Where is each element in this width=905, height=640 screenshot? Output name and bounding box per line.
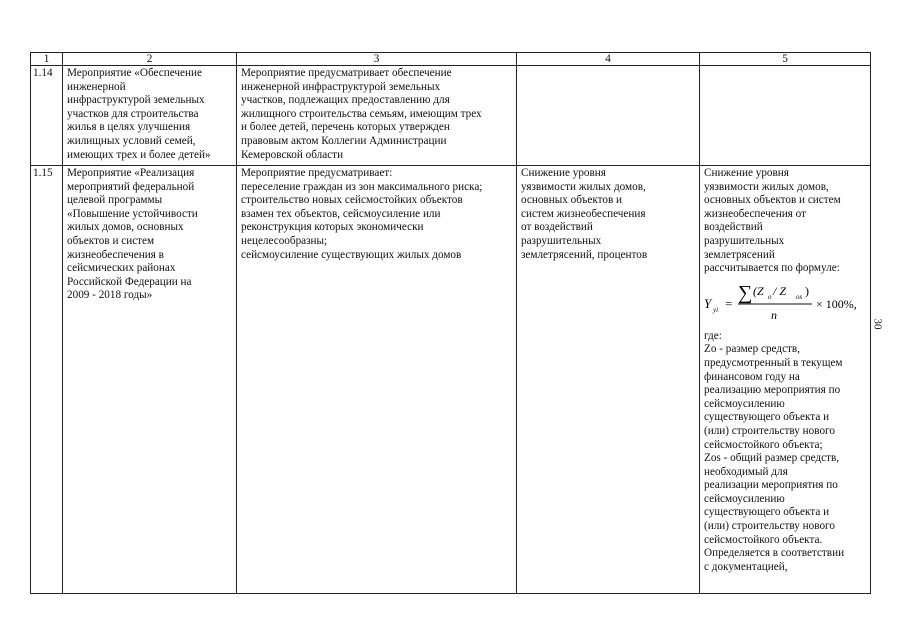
row-number: 1.15: [31, 166, 63, 594]
text-line: необходимый для: [704, 465, 788, 478]
text-line: предусмотренный в текущем: [704, 356, 843, 369]
text-line: разрушительных: [704, 234, 785, 247]
text-line: землетрясений, процентов: [521, 248, 648, 261]
text-line: Мероприятие «Обеспечение: [67, 67, 202, 79]
text-line: сейсмоусилению: [704, 397, 785, 410]
text-line: сейсмостойкого объекта;: [704, 438, 823, 451]
text-line: Российской Федерации на: [67, 275, 192, 288]
column-number-header: 4: [517, 53, 700, 66]
text-line: жилищных условий семей,: [67, 134, 196, 147]
text-line: объектов и систем: [67, 234, 155, 247]
text-line: Zos - общий размер средств,: [704, 452, 840, 465]
calculation-explanation: [704, 330, 866, 575]
text-line: воздействий: [704, 221, 763, 234]
measure-name-cell: [63, 166, 237, 594]
text-line: от воздействий: [521, 221, 593, 234]
text-line: имеющих трех и более детей»: [67, 148, 211, 161]
table-row: [31, 66, 871, 166]
formula-graphic: [704, 278, 869, 328]
indicator-cell: [517, 66, 700, 166]
text-line: Мероприятие предусматривает:: [241, 167, 393, 179]
text-line: правовым актом Коллегии Администрации: [241, 134, 447, 147]
text-line: Снижение уровня: [521, 167, 606, 179]
text-line: жилья в целях улучшения: [67, 121, 191, 134]
text-line: жизнеобеспечения от: [704, 207, 806, 220]
text-line: основных объектов и: [521, 194, 623, 207]
calculation-intro: [704, 167, 866, 276]
formula-denominator: n: [771, 307, 777, 322]
row-number: 1.14: [31, 66, 63, 166]
text-line: уязвимости жилых домов,: [704, 180, 829, 193]
formula-sum-sign: ∑: [738, 281, 753, 304]
text-line: реконструкция которых экономически: [241, 221, 424, 234]
text-line: целевой программы: [67, 194, 163, 207]
page-number: 30: [871, 318, 884, 330]
text-line: (или) строительству нового: [704, 424, 835, 437]
text-line: жизнеобеспечения в: [67, 248, 164, 261]
measure-name-cell: [63, 66, 237, 166]
text-line: основных объектов и систем: [704, 194, 841, 207]
calculation-cell: [700, 66, 871, 166]
formula-lhs: Y: [704, 295, 712, 311]
calculation-cell: [700, 166, 871, 594]
formula-subscript-os: os: [796, 292, 803, 301]
text-line: мероприятий федеральной: [67, 180, 195, 193]
text-line: реализацию мероприятия по: [704, 384, 841, 397]
formula: [704, 278, 866, 328]
formula-subscript-o: o: [768, 292, 772, 301]
text-line: участков, подлежащих предоставлению для: [241, 94, 450, 107]
table-header-row: [31, 53, 871, 66]
text-line: Zo - размер средств,: [704, 343, 801, 356]
text-line: существующего объекта и: [704, 506, 830, 519]
text-line: инженерной: [67, 80, 126, 93]
text-line: участков для строительства: [67, 107, 199, 120]
column-number-header: 2: [63, 53, 237, 66]
text-line: сейсмоусиление существующих жилых домов: [241, 248, 462, 261]
text-line: уязвимости жилых домов,: [521, 180, 646, 193]
text-line: нецелесообразны;: [241, 234, 328, 247]
measure-description-cell: [237, 166, 517, 594]
text-line: реализации мероприятия по: [704, 479, 838, 492]
formula-numerator: (Z: [753, 283, 764, 298]
text-line: землетрясений: [704, 248, 775, 261]
text-line: Снижение уровня: [704, 167, 789, 179]
column-number-header: 1: [31, 53, 63, 66]
text-line: с документацией,: [704, 560, 788, 573]
formula-close-paren: ): [805, 283, 809, 298]
text-line: Кемеровской области: [241, 148, 344, 161]
text-line: жилищного строительства семьям, имеющим трех: [241, 107, 482, 120]
measure-description-cell: [237, 66, 517, 166]
table-row: [31, 166, 871, 594]
text-line: систем жизнеобеспечения: [521, 207, 646, 220]
text-line: существующего объекта и: [704, 411, 830, 424]
text-line: переселение граждан из зон максимального риска;: [241, 180, 483, 193]
text-line: Мероприятие «Реализация: [67, 167, 195, 179]
text-line: и более детей, перечень которых утвержден: [241, 121, 450, 134]
column-number-header: 5: [700, 53, 871, 66]
indicator-cell: [517, 166, 700, 594]
text-line: сейсмостойкого объекта.: [704, 533, 823, 546]
formula-tail: × 100%,: [816, 296, 857, 311]
text-line: (или) строительству нового: [704, 520, 835, 533]
document-table: [30, 52, 871, 594]
formula-equals: =: [725, 295, 733, 311]
text-line: строительство новых сейсмостойких объектов: [241, 194, 463, 207]
column-number-header: 3: [237, 53, 517, 66]
text-line: разрушительных: [521, 234, 602, 247]
text-line: где:: [704, 329, 722, 342]
text-line: взамен тех объектов, сейсмоусиление или: [241, 207, 441, 220]
text-line: «Повышение устойчивости: [67, 207, 198, 220]
formula-lhs-subscript: yi: [713, 305, 719, 314]
text-line: Мероприятие предусматривает обеспечение: [241, 67, 452, 79]
text-line: инженерной инфраструктурой земельных: [241, 80, 441, 93]
formula-divider: / Z: [773, 283, 787, 298]
text-line: 2009 - 2018 годы»: [67, 289, 153, 302]
text-line: рассчитывается по формуле:: [704, 262, 840, 275]
text-line: жилых домов, основных: [67, 221, 184, 234]
text-line: сейсмических районах: [67, 262, 176, 275]
text-line: финансовом году на: [704, 370, 800, 383]
text-line: сейсмоусилению: [704, 492, 785, 505]
text-line: Определяется в соответствии: [704, 547, 845, 560]
text-line: инфраструктурой земельных: [67, 94, 205, 107]
